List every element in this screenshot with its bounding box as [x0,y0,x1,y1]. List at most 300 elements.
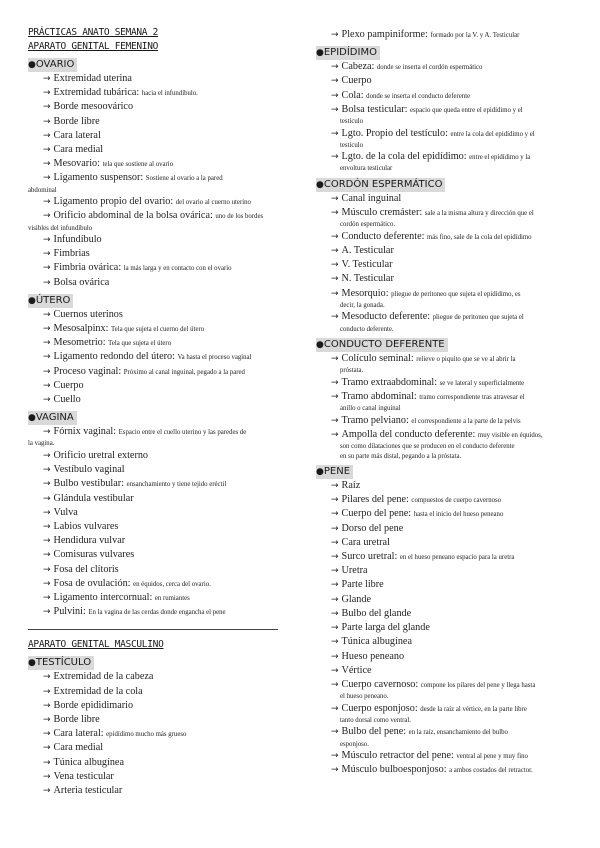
list-item [28,548,290,562]
item-note: en la raíz, ensanchamiento del bulbo [408,729,508,737]
item-term: Pilares del pene: [341,494,409,506]
item-note: Va hasta el proceso vaginal [177,354,252,362]
section-heading [316,178,445,192]
list-item [316,352,578,376]
section-heading-label: ÚTERO [35,294,71,306]
list-item [316,150,578,174]
arrow-icon: → [43,450,51,461]
section-heading [316,338,448,352]
section-heading-label: CONDUCTO DEFERENTE [323,339,445,351]
list-item [28,463,290,477]
arrow-icon: → [43,493,51,504]
arrow-icon: → [43,564,51,575]
arrow-icon: → [43,130,51,141]
list-item [28,143,290,157]
item-term: Borde epididimario [53,699,134,711]
arrow-icon: → [331,651,339,662]
item-term: Mesovario: [53,158,100,170]
item-note: el correspondiente a la parte de la pelvis [411,417,521,425]
arrow-icon: → [43,173,51,184]
arrow-icon: → [331,552,339,563]
item-term: Borde libre [53,115,100,127]
item-note-continued: cordón espermático. [340,221,396,229]
arrow-icon: → [43,578,51,589]
item-term: Fimbria ovárica: [53,262,122,274]
list-item [316,621,578,635]
section-heading-label: EPIDÍDIMO [323,47,377,59]
arrow-icon: → [331,509,339,520]
list-item [28,520,290,534]
arrow-icon: → [43,465,51,476]
list-item [316,725,578,749]
item-term: Bulbo del glande [341,607,412,619]
item-term: Hendidura vulvar [53,535,126,547]
item-term: Cuernos uterinos [53,308,123,320]
item-note: donde se inserta el conducto deferente [366,92,471,100]
section-conducto-deferente [316,334,578,461]
bullet-icon: ● [28,60,36,70]
arrow-icon: → [43,145,51,156]
list-item [316,536,578,550]
item-note: entre la cola del epidídimo y el [450,130,535,138]
arrow-icon: → [43,521,51,532]
arrow-icon: → [331,637,339,648]
list-item [316,635,578,649]
arrow-icon: → [43,507,51,518]
item-note: del ovario al cuerno uterino [175,199,251,207]
item-term: Ligamento intercornual: [53,592,153,603]
item-note: Tela que sujeta el útero [108,340,172,348]
list-item [28,670,290,684]
arrow-icon: → [43,88,51,99]
item-term: A. Testicular [341,245,394,257]
arrow-icon: → [331,481,339,492]
list-item [28,563,290,577]
item-term: Parte larga del glande [341,622,430,634]
arrow-icon: → [331,128,339,139]
item-note: entre el epidídimo y la [469,154,531,162]
arrow-icon: → [331,274,339,285]
section-heading-label: VAGINA [35,412,74,424]
arrow-icon: → [331,288,339,299]
list-item [316,287,578,311]
list-item [28,261,290,275]
list-item [28,756,290,770]
arrow-icon: → [331,208,339,219]
right-column [316,28,578,777]
arrow-icon: → [43,395,51,406]
arrow-icon: → [43,479,51,490]
item-term: Surco uretral: [341,551,398,563]
list-item [316,60,578,74]
list-item [28,477,290,491]
list-item [28,129,290,143]
item-note-continued: testículo [340,141,364,149]
item-term: Fosa de ovulación: [53,577,131,589]
arrow-icon: → [43,249,51,260]
arrow-icon: → [331,665,339,676]
item-note: uno de los bordes [215,213,264,221]
item-term: Conducto deferente: [341,230,425,242]
section-utero [28,290,290,407]
item-note: más fino, sale de la cola del epidídimo [426,233,532,241]
list-item [28,605,290,619]
list-item [316,192,578,206]
item-note-continued: en su parte más distal, pegando a la próstata. [340,452,462,460]
item-term: Cuerpo cavernoso: [341,678,419,690]
item-note-continued: abdominal [28,186,57,194]
arrow-icon: → [331,751,339,762]
right-sections [316,28,578,777]
item-term: Músculo retractor del pene: [341,750,454,762]
item-term: Hueso peneano [341,650,405,662]
item-term: Cara medial [53,144,104,156]
list-item [316,493,578,507]
arrow-icon: → [331,765,339,776]
list-item [316,74,578,88]
item-note-continued: la vagina. [28,440,55,448]
item-note: Tela que sujeta el cuerno del útero [111,326,205,334]
item-term: Músculo cremáster: [341,207,423,219]
item-term: Glande [341,593,371,605]
arrow-icon: → [43,786,51,797]
item-note: tela que sostiene al ovario [102,161,174,169]
arrow-icon: → [331,76,339,87]
item-note: tramo correspondiente tras atravesar el [419,393,525,401]
item-term: Dorso del pene [341,522,404,534]
testiculo-section [28,652,290,798]
bullet-icon: ● [28,658,36,669]
list-item [28,577,290,591]
list-item [28,492,290,506]
item-term: Cuerpo [53,379,84,391]
arrow-icon: → [331,377,339,388]
item-term: Arteria testicular [53,785,123,797]
bullet-icon: ● [316,48,324,59]
list-item [316,522,578,536]
item-term: Cabeza: [341,61,375,73]
list-item [28,449,290,463]
item-term: Extremidad tubárica: [53,87,140,99]
arrow-icon: → [43,277,51,288]
item-note: compuestos de cuerpo cavernoso [411,497,502,505]
section-heading-label: TESTÍCULO [35,657,92,669]
item-note: en el hueso peneano espacio para la uretra [399,554,515,562]
list-item [28,685,290,699]
arrow-icon: → [43,366,51,377]
item-term: Cola: [341,89,364,101]
arrow-icon: → [43,263,51,274]
arrow-icon: → [43,197,51,208]
arrow-icon: → [43,607,51,618]
bullet-icon: ● [28,413,36,424]
arrow-icon: → [331,623,339,634]
list-item [316,564,578,578]
item-note-continued: próstata. [340,367,364,375]
list-item [28,209,290,233]
arrow-icon: → [43,102,51,113]
list-item [28,741,290,755]
list-item [316,550,578,564]
item-term: Plexo pampiniforme: [341,29,428,40]
list-item [316,593,578,607]
item-term: Canal inguinal [341,192,402,204]
list-item [316,244,578,258]
list-item [28,322,290,336]
item-term: Cara lateral [53,129,101,141]
female-heading: APARATO GENITAL FEMENINO [28,41,159,52]
section-vagina [28,407,290,619]
item-note-continued: testículo [340,118,364,126]
item-term: Orificio abdominal de la bolsa ovárica: [53,210,213,222]
item-term: Fimbrias [53,248,90,260]
list-item [28,336,290,350]
item-term: Lgto. de la cola del epidídimo: [341,151,467,163]
list-item [316,578,578,592]
item-note-continued: esponjoso. [340,740,369,748]
section-heading [28,656,94,670]
item-note: en rumiantes [154,595,190,602]
arrow-icon: → [331,312,339,323]
item-term: Cara medial [53,742,104,754]
section-heading [28,58,77,72]
item-term: Tramo pelviano: [341,414,409,426]
arrow-icon: → [331,495,339,506]
item-term: Mesorquio: [341,287,389,299]
section-heading-label: OVARIO [35,59,75,70]
arrow-icon: → [331,246,339,257]
bullet-icon: ● [316,179,324,190]
item-note: Sostiene al ovario a la pared [145,175,223,183]
arrow-icon: → [331,90,339,101]
item-term: Extremidad de la cola [53,685,143,697]
item-note: donde se inserta el cordón espermático [376,64,483,72]
list-item [316,103,578,127]
item-term: Cara uretral [341,536,390,548]
item-term: Fórnix vaginal: [53,426,117,438]
list-item [316,650,578,664]
item-term: Glándula vestibular [53,492,134,504]
item-note: hacia el infundíbulo. [141,90,198,98]
arrow-icon: → [43,700,51,711]
arrow-icon: → [331,703,339,714]
item-note: En la vagina de las cerdas donde engancha el pene [88,609,226,617]
item-term: Raíz [341,480,361,492]
list-item [28,233,290,247]
item-note: sale a la misma altura y dirección que el [424,210,534,218]
item-note: la más larga y en contacto con el ovario [123,265,232,273]
arrow-icon: → [43,686,51,697]
item-term: Ampolla del conducto deferente: [341,428,476,440]
item-term: Cuello [53,394,81,406]
list-item [28,770,290,784]
section-testiculo [28,652,290,798]
list-item [316,230,578,244]
item-note-continued: decir, la gonada. [340,301,385,309]
item-term: Cara lateral: [53,728,104,740]
list-item [28,784,290,798]
item-term: Extremidad de la cabeza [53,671,154,683]
item-note-continued: anillo o canal inguinal [340,405,401,413]
list-item [28,100,290,114]
section-divider [28,629,278,630]
list-item [28,393,290,407]
list-item [28,699,290,713]
item-term: Túnica albugínea [341,636,412,648]
list-item [316,678,578,702]
bullet-icon: ● [316,467,324,478]
item-term: Cuerpo [341,75,372,87]
item-term: Músculo bulboesponjoso: [341,764,447,776]
list-item [28,86,290,100]
arrow-icon: → [43,338,51,349]
arrow-icon: → [331,523,339,534]
arrow-icon: → [43,235,51,246]
item-note: en équidos, cerca del ovario. [133,580,211,588]
item-note: Próximo al canal inguinal, pegado a la pared [123,368,245,376]
list-item [28,365,290,379]
section-heading [28,411,77,425]
item-term: Ligamento suspensor: [53,172,144,184]
list-item [316,28,578,42]
list-item [28,308,290,322]
section-heading [28,294,73,308]
section-epididimo [316,42,578,174]
arrow-icon: → [43,743,51,754]
section-ovario [28,54,290,290]
item-term: Tramo abdominal: [341,390,417,402]
item-term: Borde libre [53,714,100,726]
item-term: Vestíbulo vaginal [53,464,125,476]
list-item [28,115,290,129]
list-item [28,591,290,605]
arrow-icon: → [43,74,51,84]
item-note: formado por la V. y A. Testicular [430,32,520,39]
item-note: espacio que queda entre el epidídimo y el [410,106,523,114]
arrow-icon: → [43,352,51,363]
arrow-icon: → [331,566,339,577]
list-item [28,350,290,364]
list-item [316,428,578,461]
bullet-icon: ● [28,295,36,306]
item-note-continued: conducto deferente. [340,325,394,333]
arrow-icon: → [43,380,51,391]
list-item [316,376,578,390]
section-heading-label: CORDÓN ESPERMÁTICO [323,178,443,190]
list-item [28,276,290,290]
item-term: Bulbo del pene: [341,726,407,738]
list-item [316,89,578,103]
bullet-icon: ● [316,340,324,351]
item-term: Ligamento redondo del útero: [53,351,175,363]
item-term: Lgto. Propio del testículo: [341,127,448,139]
item-term: Colículo seminal: [341,353,414,365]
item-note: pliegue de peritoneo que sujeta el epidídimo, es [391,290,521,298]
arrow-icon: → [331,679,339,690]
list-item [316,206,578,230]
section-heading-label: PENE [323,466,351,478]
arrow-icon: → [331,231,339,242]
list-item [28,379,290,393]
list-item [316,414,578,428]
item-note: hasta el inicio del hueso peneano [413,511,504,519]
list-item [316,390,578,414]
arrow-icon: → [331,415,339,426]
item-term: Cuerpo esponjoso: [341,702,418,714]
item-term: Comisuras vulvares [53,549,135,561]
item-term: Mesoducto deferente: [341,311,431,323]
item-note: se ve lateral y superficialmente [439,379,525,387]
item-term: Fosa del clítoris [53,563,119,575]
item-term: Vulva [53,506,78,518]
section-heading [316,46,380,60]
list-item [316,664,578,678]
item-note: ventral al pene y muy fino [456,753,528,761]
arrow-icon: → [43,309,51,320]
item-term: Parte libre [341,579,384,591]
arrow-icon: → [43,324,51,335]
list-item [316,702,578,726]
female-sections [28,54,290,619]
arrow-icon: → [43,715,51,726]
list-item [316,310,578,334]
item-note: epidídimo mucho más grueso [106,731,187,739]
item-term: Vena testicular [53,770,114,782]
list-item [316,607,578,621]
list-item [316,507,578,521]
item-note: Espacio entre el cuello uterino y las paredes de [118,429,247,437]
item-term: Bolsa ovárica [53,276,110,288]
list-item [28,157,290,171]
item-note-continued: envoltura testicular [340,165,393,173]
item-note: compone los pilares del pene y llega hasta [420,681,536,689]
list-item [316,272,578,286]
section-pene [316,461,578,777]
arrow-icon: → [43,536,51,547]
item-term: Bolsa testicular: [341,103,408,115]
arrow-icon: → [43,672,51,683]
arrow-icon: → [331,193,339,204]
item-term: Pulvini: [53,606,86,618]
item-term: Vértice [341,664,372,676]
item-term: Infundíbulo [53,234,102,246]
item-term: Mesometrio: [53,337,106,349]
list-item [28,171,290,195]
list-item [28,195,290,209]
item-note: desde la raíz al vértice, en la parte libre [420,705,527,713]
arrow-icon: → [331,537,339,548]
arrow-icon: → [331,260,339,271]
item-term: Tramo extraabdominal: [341,376,438,388]
section-cordon-espermatico [316,174,578,334]
item-term: N. Testicular [341,273,394,285]
item-note-continued: el hueso peneano. [340,693,389,701]
list-item [28,72,290,86]
arrow-icon: → [43,771,51,782]
item-note: ensanchamiento y tiene tejido eréctil [126,481,227,489]
item-term: Ligamento propio del ovario: [53,196,174,208]
list-item [28,534,290,548]
item-note-continued: visibles del infundíbulo [28,224,93,232]
item-term: Orificio uretral externo [53,449,149,461]
arrow-icon: → [331,391,339,402]
list-item [316,127,578,151]
arrow-icon: → [43,550,51,561]
arrow-icon: → [331,727,339,738]
item-term: Extremidad uterina [53,73,132,84]
list-item [316,763,578,777]
arrow-icon: → [331,354,339,365]
